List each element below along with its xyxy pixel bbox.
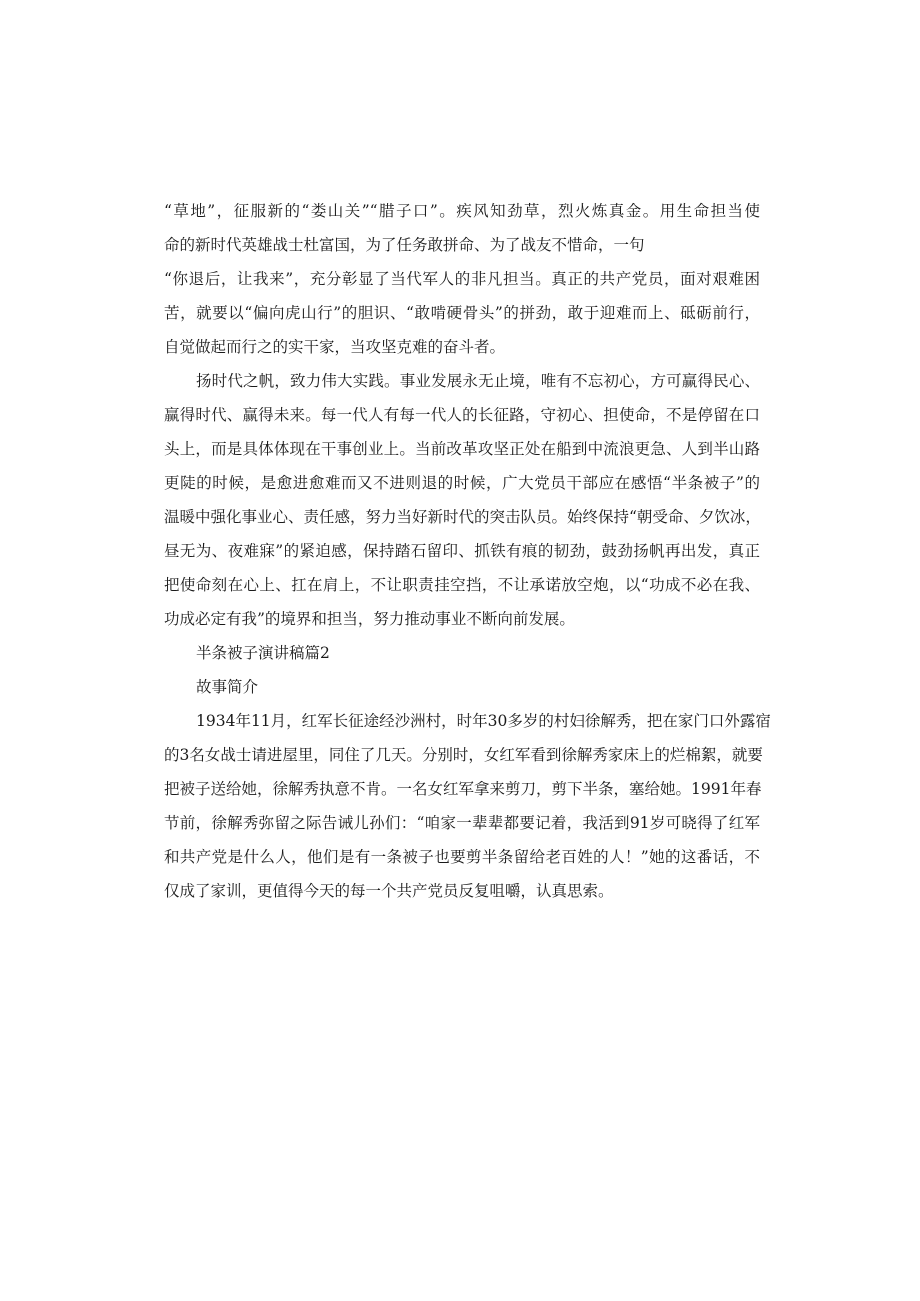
text-line: 苦，就要以“偏向虎山行”的胆识、“敢啃硬骨头”的拼劲，敢于迎难而上、砥砺前行， xyxy=(164,304,760,322)
text-line: 功成必定有我”的境界和担当，努力推动事业不断向前发展。 xyxy=(164,610,575,628)
text-line: 节前，徐解秀弥留之际告诫儿孙们：“咱家一辈辈都要记着，我活到91岁可晓得了红军 xyxy=(164,814,760,832)
text-line: 仅成了家训，更值得今天的每一个共产党员反复咀嚼，认真思索。 xyxy=(164,882,614,900)
subsection-heading: 故事简介 xyxy=(196,678,259,696)
text-line: 自觉做起而行之的实干家，当攻坚克难的奋斗者。 xyxy=(164,338,506,356)
text-line: “你退后，让我来”，充分彰显了当代军人的非凡担当。真正的共产党员，面对艰难困 xyxy=(164,270,760,288)
section-heading: 半条被子演讲稿篇2 xyxy=(196,644,330,662)
text-line: 和共产党是什么人，他们是有一条被子也要剪半条留给老百姓的人！”她的这番话，不 xyxy=(164,848,760,866)
text-line: 把使命刻在心上、扛在肩上，不让职责挂空挡，不让承诺放空炮，以“功成不必在我、 xyxy=(164,576,760,594)
text-line: 把被子送给她，徐解秀执意不肯。一名女红军拿来剪刀，剪下半条，塞给她。1991年春 xyxy=(164,780,762,798)
text-line: 命的新时代英雄战士杜富国，为了任务敢拼命、为了战友不惜命，一句 xyxy=(164,236,645,254)
text-line: “草地”，征服新的“娄山关”“腊子口”。疾风知劲草，烈火炼真金。用生命担当使 xyxy=(164,202,760,220)
text-line: 头上，而是具体体现在干事创业上。当前改革攻坚正处在船到中流浪更急、人到半山路 xyxy=(164,440,760,458)
text-line: 赢得时代、赢得未来。每一代人有每一代人的长征路，守初心、担使命，不是停留在口 xyxy=(164,406,760,424)
text-line: 的3名女战士请进屋里，同住了几天。分别时，女红军看到徐解秀家床上的烂棉絮，就要 xyxy=(164,746,763,764)
text-line: 温暖中强化事业心、责任感，努力当好新时代的突击队员。始终保持“朝受命、夕饮冰， xyxy=(164,508,761,526)
text-line: 昼无为、夜难寐”的紧迫感，保持踏石留印、抓铁有痕的韧劲，鼓劲扬帆再出发，真正 xyxy=(164,542,760,560)
paragraph-start-line: 扬时代之帆，致力伟大实践。事业发展永无止境，唯有不忘初心，方可赢得民心、 xyxy=(196,372,760,390)
paragraph-start-line: 1934年11月，红军长征途经沙洲村，时年30多岁的村妇徐解秀，把在家门口外露宿 xyxy=(196,712,771,730)
text-line: 更陡的时候，是愈进愈难而又不进则退的时候，广大党员干部应在感悟“半条被子”的 xyxy=(164,474,760,492)
